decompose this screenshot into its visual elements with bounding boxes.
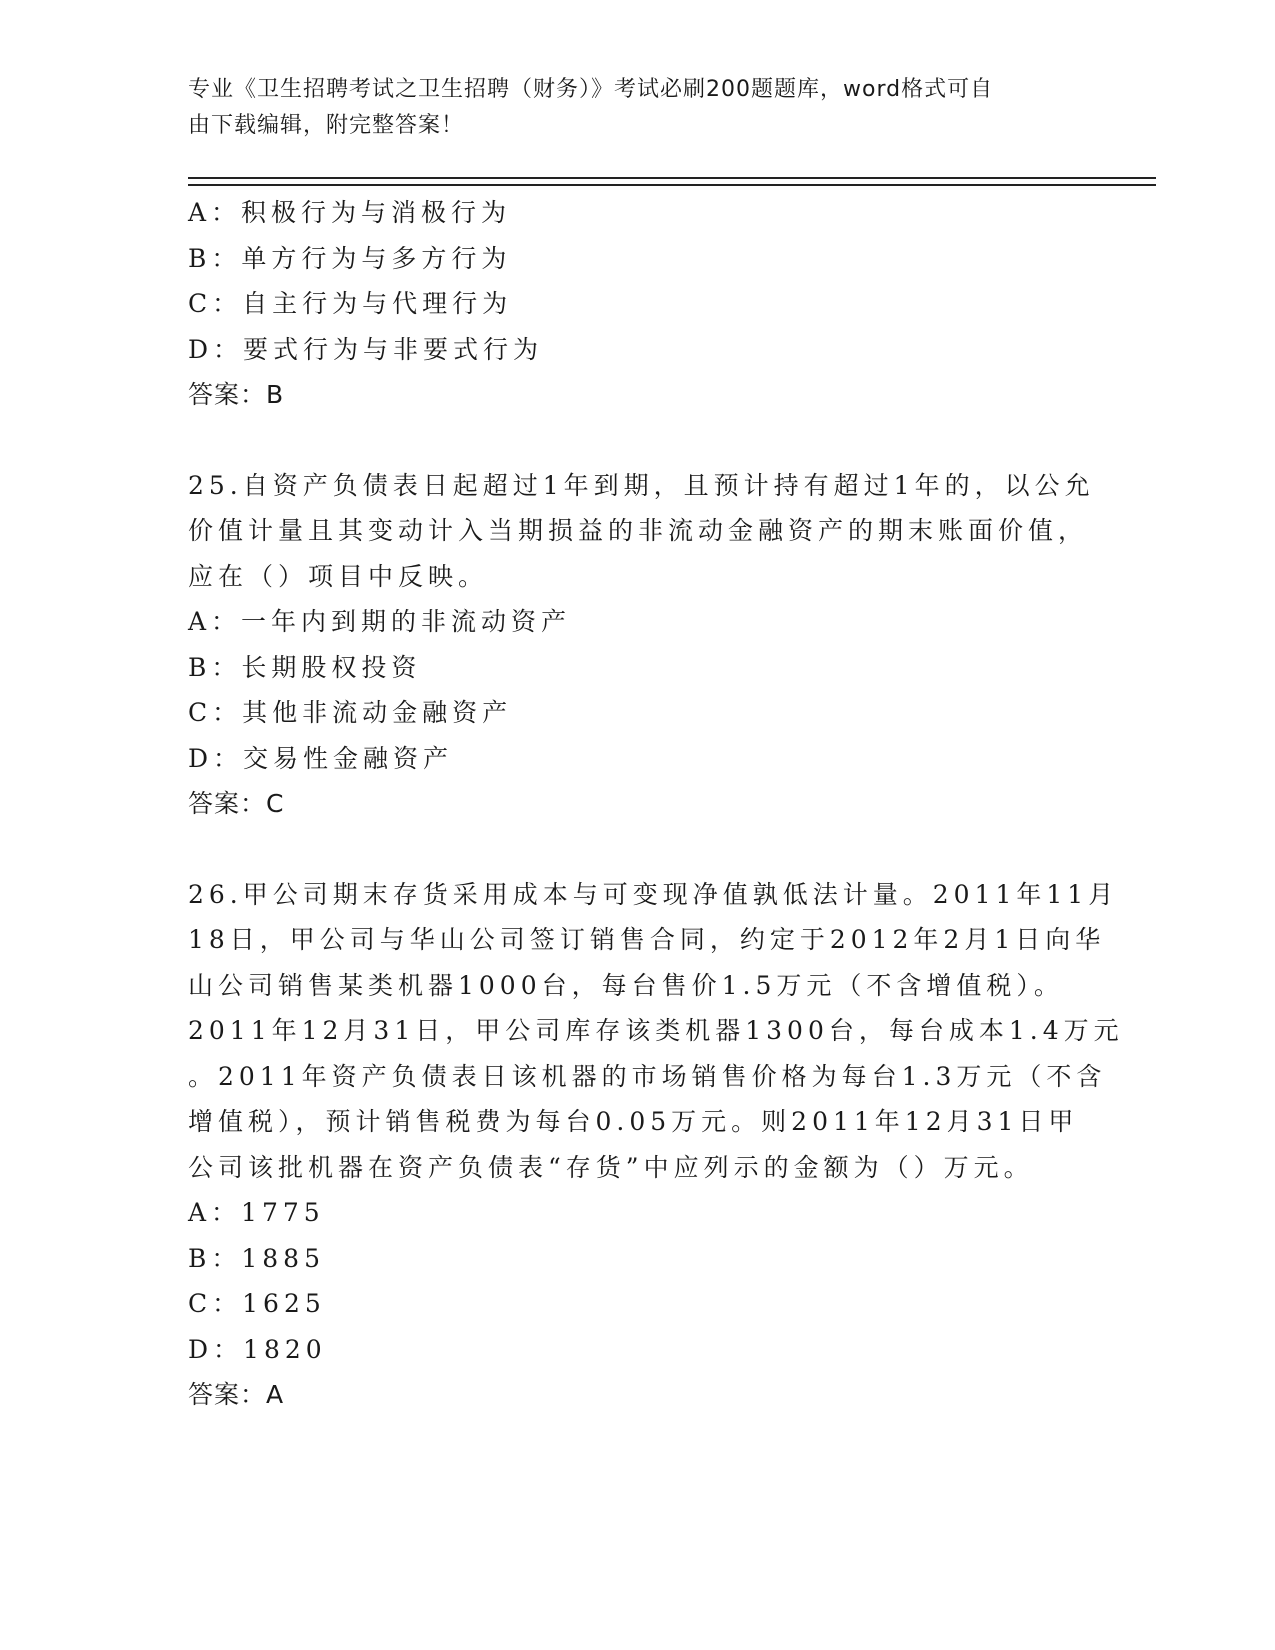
q26-answer: 答案：A bbox=[188, 1380, 285, 1409]
q26-stem-line-7: 公司该批机器在资产负债表“存货”中应列示的金额为（）万元。 bbox=[188, 1152, 1034, 1182]
q24-option-a: A：积极行为与消极行为 bbox=[188, 198, 512, 227]
question-25-block bbox=[188, 463, 1095, 827]
q24-option-c: C：自主行为与代理行为 bbox=[188, 289, 513, 318]
q24-option-d: D：要式行为与非要式行为 bbox=[188, 334, 544, 364]
q25-stem-line-1: 25.自资产负债表日起超过1年到期，且预计持有超过1年的，以公允 bbox=[188, 470, 1095, 500]
spacer bbox=[188, 827, 1088, 872]
q25-option-a: A：一年内到期的非流动资产 bbox=[188, 607, 572, 636]
header-line-1: 专业《卫生招聘考试之卫生招聘（财务）》考试必刷200题题库，word格式可自 bbox=[188, 77, 994, 102]
q26-stem-line-3: 山公司销售某类机器1000台，每台售价1.5万元（不含增值税）。 bbox=[188, 970, 1064, 1000]
q26-stem-line-1: 26.甲公司期末存货采用成本与可变现净值孰低法计量。2011年11月 bbox=[188, 879, 1119, 909]
q26-stem-line-2: 18日，甲公司与华山公司签订销售合同，约定于2012年2月1日向华 bbox=[188, 925, 1106, 954]
q25-answer: 答案：C bbox=[188, 789, 285, 818]
q25-option-b: B：长期股权投资 bbox=[188, 652, 422, 682]
q24-option-b: B：单方行为与多方行为 bbox=[188, 243, 512, 273]
document-header bbox=[188, 72, 1068, 144]
header-rule-bottom bbox=[188, 184, 1156, 186]
q25-stem-line-2: 价值计量且其变动计入当期损益的非流动金融资产的期末账面价值， bbox=[188, 516, 1089, 545]
document-body bbox=[188, 190, 1124, 1418]
question-26-block bbox=[188, 872, 1124, 1418]
spacer bbox=[188, 418, 1088, 463]
header-line-2: 由下载编辑，附完整答案！ bbox=[188, 113, 465, 138]
question-24-block bbox=[188, 190, 1088, 418]
q24-answer: 答案：B bbox=[188, 380, 285, 409]
q26-option-d: D：1820 bbox=[188, 1334, 327, 1364]
q25-option-c: C：其他非流动金融资产 bbox=[188, 698, 513, 727]
q26-stem-line-5: 。2011年资产负债表日该机器的市场销售价格为每台1.3万元（不含 bbox=[188, 1061, 1107, 1091]
q26-stem-line-6: 增值税），预计销售税费为每台0.05万元。则2011年12月31日甲 bbox=[188, 1107, 1079, 1136]
q26-option-b: B：1885 bbox=[188, 1243, 325, 1273]
q26-option-a: A：1775 bbox=[188, 1198, 325, 1227]
q26-stem-line-4: 2011年12月31日，甲公司库存该类机器1300台，每台成本1.4万元 bbox=[188, 1016, 1124, 1045]
header-rule-top bbox=[188, 177, 1156, 179]
q25-stem-line-3: 应在（）项目中反映。 bbox=[188, 561, 489, 591]
q25-option-d: D：交易性金融资产 bbox=[188, 743, 454, 773]
q26-option-c: C：1625 bbox=[188, 1289, 326, 1318]
